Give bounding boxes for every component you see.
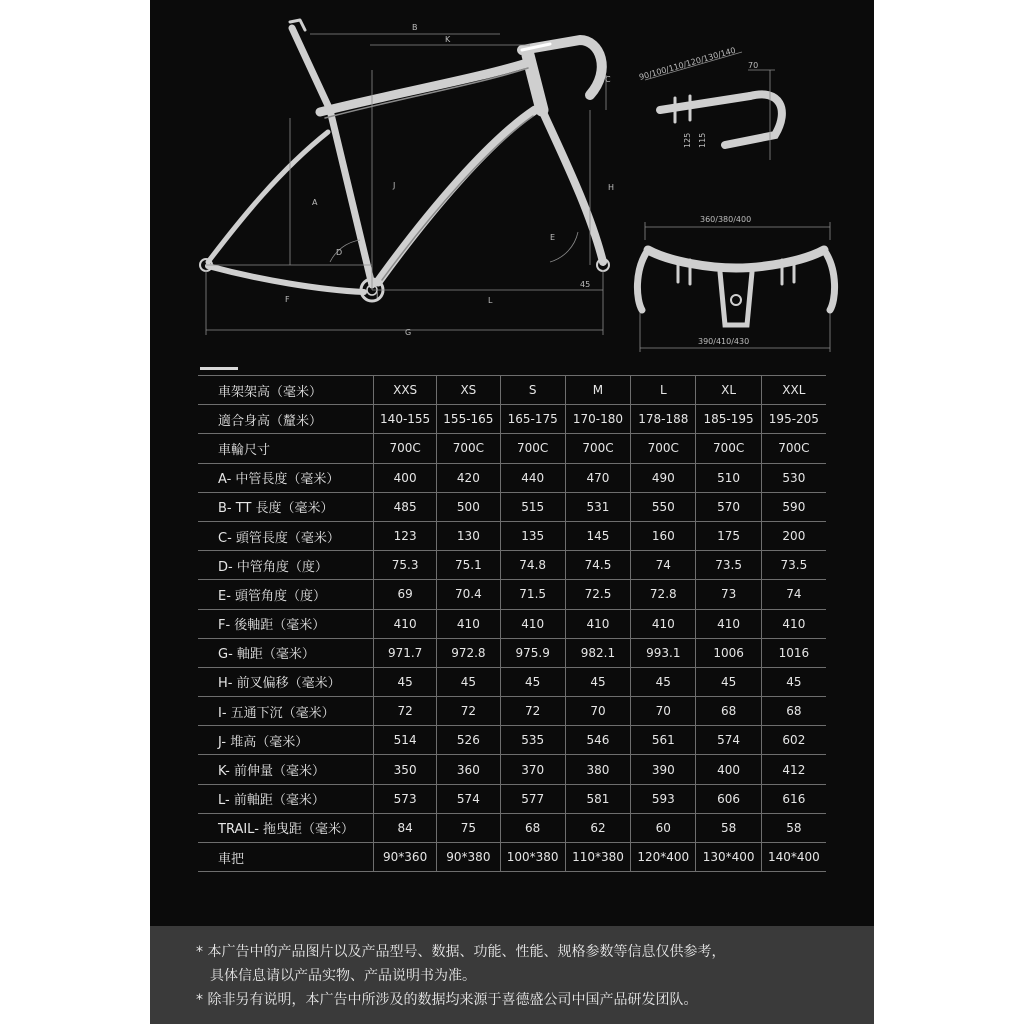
row-value: 514 — [374, 726, 437, 755]
row-value: 70 — [631, 697, 696, 726]
row-value: 590 — [761, 492, 826, 521]
row-value: 130*400 — [696, 843, 761, 872]
row-value: 74 — [761, 580, 826, 609]
row-value: 45 — [437, 667, 500, 696]
row-value: 470 — [565, 463, 630, 492]
label-c: C — [605, 75, 611, 84]
row-value: 68 — [500, 813, 565, 842]
size-l: L — [631, 376, 696, 405]
label-d: D — [336, 248, 343, 257]
row-value: 975.9 — [500, 638, 565, 667]
table-row — [198, 521, 826, 550]
row-value: 400 — [374, 463, 437, 492]
row-value: 700C — [565, 434, 630, 463]
row-value: 75.1 — [437, 551, 500, 580]
row-value: 535 — [500, 726, 565, 755]
row-value: 616 — [761, 784, 826, 813]
row-label: G- 軸距（毫米） — [198, 638, 374, 667]
table-header-row — [198, 376, 826, 405]
size-xxl: XXL — [761, 376, 826, 405]
row-value: 577 — [500, 784, 565, 813]
row-value: 75.3 — [374, 551, 437, 580]
row-value: 72 — [437, 697, 500, 726]
row-value: 400 — [696, 755, 761, 784]
row-value: 570 — [696, 492, 761, 521]
bar-top-width-label: 360/380/400 — [700, 215, 752, 224]
row-label: A- 中管長度（毫米） — [198, 463, 374, 492]
size-s: S — [500, 376, 565, 405]
label-j: J — [393, 181, 396, 190]
row-value: 135 — [500, 521, 565, 550]
row-value: 72 — [374, 697, 437, 726]
row-value: 140*400 — [761, 843, 826, 872]
row-value: 993.1 — [631, 638, 696, 667]
table-row — [198, 667, 826, 696]
row-label: E- 頭管角度（度） — [198, 580, 374, 609]
row-value: 700C — [761, 434, 826, 463]
row-value: 165-175 — [500, 405, 565, 434]
separator-bar — [200, 367, 238, 370]
row-value: 410 — [761, 609, 826, 638]
label-l: L — [488, 296, 493, 305]
row-value: 550 — [631, 492, 696, 521]
row-value: 546 — [565, 726, 630, 755]
row-value: 45 — [500, 667, 565, 696]
row-value: 380 — [565, 755, 630, 784]
stem-length-label: 90/100/110/120/130/140 — [638, 45, 737, 82]
row-value: 70.4 — [437, 580, 500, 609]
geometry-table-body — [198, 376, 826, 872]
row-value: 60 — [631, 813, 696, 842]
table-row — [198, 755, 826, 784]
dimension-lines — [206, 34, 606, 335]
row-value: 410 — [565, 609, 630, 638]
footnote-3: * 除非另有说明，本广告中所涉及的数据均来源于喜德盛公司中国产品研发团队。 — [196, 992, 698, 1008]
row-value: 412 — [761, 755, 826, 784]
row-value: 110*380 — [565, 843, 630, 872]
size-xl: XL — [696, 376, 761, 405]
row-value: 175 — [696, 521, 761, 550]
label-i: I — [376, 291, 379, 300]
row-value: 84 — [374, 813, 437, 842]
row-value: 574 — [437, 784, 500, 813]
row-value: 72 — [500, 697, 565, 726]
row-label: 車把 — [198, 843, 374, 872]
row-value: 73.5 — [696, 551, 761, 580]
table-row — [198, 638, 826, 667]
table-row — [198, 434, 826, 463]
row-value: 68 — [696, 697, 761, 726]
row-value: 73 — [696, 580, 761, 609]
row-value: 390 — [631, 755, 696, 784]
row-value: 71.5 — [500, 580, 565, 609]
label-a: A — [312, 198, 318, 207]
row-value: 410 — [631, 609, 696, 638]
row-value: 160 — [631, 521, 696, 550]
header-label: 車架架高（毫米） — [198, 376, 374, 405]
row-label: L- 前軸距（毫米） — [198, 784, 374, 813]
row-value: 410 — [437, 609, 500, 638]
spec-sheet — [150, 0, 874, 1024]
row-value: 62 — [565, 813, 630, 842]
row-value: 72.5 — [565, 580, 630, 609]
row-value: 74.8 — [500, 551, 565, 580]
row-value: 45 — [696, 667, 761, 696]
row-value: 178-188 — [631, 405, 696, 434]
table-row — [198, 813, 826, 842]
row-label: C- 頭管長度（毫米） — [198, 521, 374, 550]
row-value: 74.5 — [565, 551, 630, 580]
row-value: 120*400 — [631, 843, 696, 872]
row-value: 515 — [500, 492, 565, 521]
label-f: F — [285, 295, 290, 304]
row-label: D- 中管角度（度） — [198, 551, 374, 580]
table-row — [198, 697, 826, 726]
label-g: G — [405, 328, 412, 337]
row-value: 45 — [374, 667, 437, 696]
row-value: 700C — [500, 434, 565, 463]
row-label: H- 前叉偏移（毫米） — [198, 667, 374, 696]
label-k: K — [445, 35, 451, 44]
table-row — [198, 784, 826, 813]
row-label: TRAIL- 拖曳距（毫米） — [198, 813, 374, 842]
row-value: 700C — [374, 434, 437, 463]
row-value: 70 — [565, 697, 630, 726]
row-value: 972.8 — [437, 638, 500, 667]
row-value: 73.5 — [761, 551, 826, 580]
row-value: 350 — [374, 755, 437, 784]
row-label: J- 堆高（毫米） — [198, 726, 374, 755]
row-value: 530 — [761, 463, 826, 492]
row-value: 195-205 — [761, 405, 826, 434]
row-value: 700C — [631, 434, 696, 463]
row-value: 440 — [500, 463, 565, 492]
size-m: M — [565, 376, 630, 405]
row-value: 123 — [374, 521, 437, 550]
table-row — [198, 463, 826, 492]
stem-drawing — [638, 46, 782, 160]
row-value: 485 — [374, 492, 437, 521]
geometry-diagram — [150, 0, 874, 360]
size-xs: XS — [437, 376, 500, 405]
label-e: E — [550, 233, 556, 242]
row-value: 370 — [500, 755, 565, 784]
row-value: 700C — [437, 434, 500, 463]
row-value: 100*380 — [500, 843, 565, 872]
row-value: 561 — [631, 726, 696, 755]
row-label: B- TT 長度（毫米） — [198, 492, 374, 521]
size-xxs: XXS — [374, 376, 437, 405]
row-label: 車輪尺寸 — [198, 434, 374, 463]
row-value: 45 — [631, 667, 696, 696]
row-value: 1006 — [696, 638, 761, 667]
row-value: 606 — [696, 784, 761, 813]
row-label: 適合身高（釐米） — [198, 405, 374, 434]
row-value: 574 — [696, 726, 761, 755]
table-row — [198, 843, 826, 872]
row-value: 145 — [565, 521, 630, 550]
row-value: 700C — [696, 434, 761, 463]
row-value: 69 — [374, 580, 437, 609]
row-value: 490 — [631, 463, 696, 492]
row-value: 58 — [761, 813, 826, 842]
table-row — [198, 492, 826, 521]
label-h: H — [608, 183, 615, 192]
table-row — [198, 551, 826, 580]
row-value: 971.7 — [374, 638, 437, 667]
bike-frame-drawing — [200, 20, 609, 301]
row-value: 90*380 — [437, 843, 500, 872]
row-label: I- 五通下沉（毫米） — [198, 697, 374, 726]
row-value: 531 — [565, 492, 630, 521]
row-label: K- 前伸量（毫米） — [198, 755, 374, 784]
row-value: 140-155 — [374, 405, 437, 434]
row-value: 58 — [696, 813, 761, 842]
row-value: 360 — [437, 755, 500, 784]
row-value: 982.1 — [565, 638, 630, 667]
table-row — [198, 405, 826, 434]
table-row — [198, 580, 826, 609]
label-b: B — [412, 23, 418, 32]
row-value: 526 — [437, 726, 500, 755]
row-value: 74 — [631, 551, 696, 580]
row-value: 410 — [696, 609, 761, 638]
footnote-2: 具体信息请以产品实物、产品说明书为准。 — [210, 968, 476, 984]
row-value: 510 — [696, 463, 761, 492]
row-value: 500 — [437, 492, 500, 521]
footnote-1: * 本广告中的产品图片以及产品型号、数据、功能、性能、规格参数等信息仅供参考， — [196, 944, 726, 960]
row-value: 1016 — [761, 638, 826, 667]
row-value: 45 — [761, 667, 826, 696]
row-value: 72.8 — [631, 580, 696, 609]
stem-rise-label: 125 — [683, 132, 692, 148]
disclaimer-footer — [150, 926, 874, 1024]
row-value: 602 — [761, 726, 826, 755]
row-label: F- 後軸距（毫米） — [198, 609, 374, 638]
row-value: 45 — [565, 667, 630, 696]
row-value: 75 — [437, 813, 500, 842]
label-angle: 45 — [580, 280, 591, 289]
row-value: 593 — [631, 784, 696, 813]
bar-rise-label: 115 — [698, 132, 707, 148]
row-value: 581 — [565, 784, 630, 813]
bar-bottom-width-label: 390/410/430 — [698, 337, 750, 346]
geometry-table — [198, 375, 826, 872]
row-value: 68 — [761, 697, 826, 726]
row-value: 130 — [437, 521, 500, 550]
row-value: 185-195 — [696, 405, 761, 434]
row-value: 90*360 — [374, 843, 437, 872]
table-row — [198, 609, 826, 638]
row-value: 420 — [437, 463, 500, 492]
row-value: 573 — [374, 784, 437, 813]
row-value: 170-180 — [565, 405, 630, 434]
row-value: 410 — [500, 609, 565, 638]
row-value: 155-165 — [437, 405, 500, 434]
handlebar-drawing — [637, 215, 834, 352]
table-row — [198, 726, 826, 755]
row-value: 200 — [761, 521, 826, 550]
stem-drop-label: 70 — [748, 61, 759, 70]
row-value: 410 — [374, 609, 437, 638]
